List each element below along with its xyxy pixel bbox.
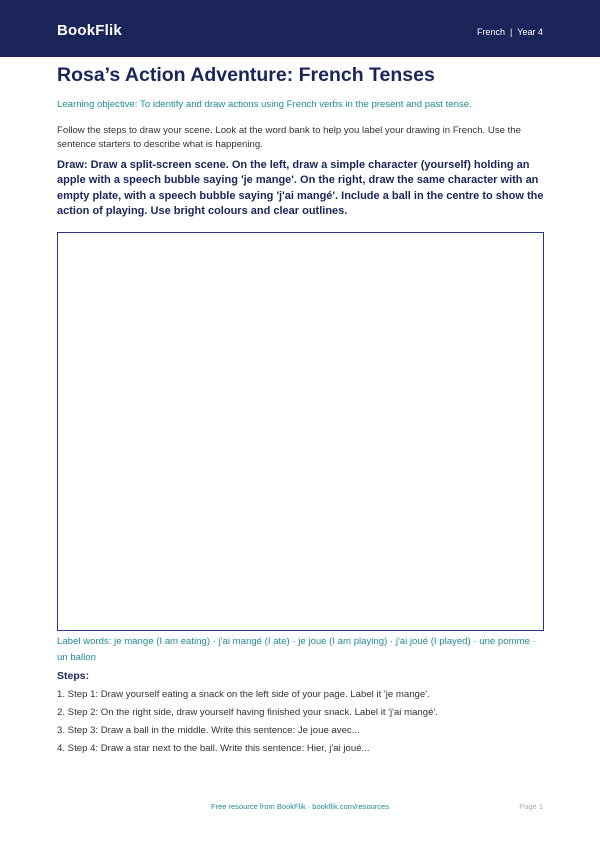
step-item: 4. Step 4: Draw a star next to the ball. Write this sentence: Hier, j'ai joué... [57,743,370,754]
step-item: 1. Step 1: Draw yourself eating a snack on the left side of your page. Label it 'je mange'. [57,689,430,700]
drawing-area[interactable] [57,232,544,631]
step-item: 3. Step 3: Draw a ball in the middle. Write this sentence: Je joue avec... [57,725,360,736]
step-item: 2. Step 2: On the right side, draw yourself having finished your snack. Label it 'j'ai mangé'. [57,707,438,718]
intro-text: Follow the steps to draw your scene. Look at the word bank to help you label your drawing in French. Use the sentence starters to describe what is happening. [57,125,521,150]
page-title: Rosa’s Action Adventure: French Tenses [57,64,435,86]
meta-separator: | [509,27,513,37]
learning-objective: Learning objective: To identify and draw actions using French verbs in the present and past tense. [57,99,472,110]
label-word-bank: Label words: je mange (I am eating) · j'ai mangé (I ate) · je joue (I am playing) · j'ai joué (I played) · une pomme · un ballon [57,636,536,663]
page-number: Page 1 [519,802,543,811]
subject-year-label [477,27,543,37]
footer-credit: Free resource from BookFlik · bookflik.com/resources [211,802,389,811]
brand-logo: BookFlik [57,22,122,39]
steps-list [57,689,547,761]
page-header [0,0,600,57]
year-label: Year 4 [517,27,543,37]
subject-label: French [476,27,505,37]
draw-instruction: Draw: Draw a split-screen scene. On the left, draw a simple character (yourself) holding an apple with a speech bubble saying 'je mange'. On the right, draw the same character with an empty plate, with a speech bubble saying 'j'ai mangé'. Include a ball in the centre to show the action of playing. Use bright colours and clear outlines. [57,159,544,217]
steps-heading: Steps: [57,670,90,682]
